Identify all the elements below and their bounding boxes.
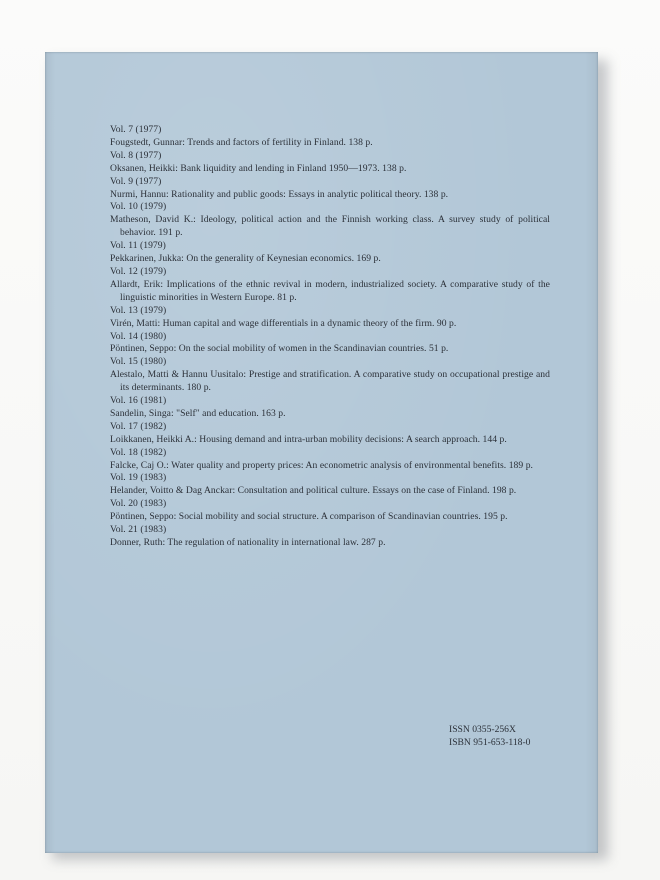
volume-citation: Helander, Voitto & Dag Anckar: Consultation and political culture. Essays on the case of Finland. 198 p. (110, 485, 517, 497)
volume-citation: Alestalo, Matti & Hannu Uusitalo: Prestige and stratification. A comparative study on occupational prestige and its determinants. 180 p. (110, 369, 550, 394)
volume-number: Vol. 7 (1977) (110, 124, 162, 135)
volume-citation: Pekkarinen, Jukka: On the generality of Keynesian economics. 169 p. (110, 253, 381, 265)
volume-entry (110, 331, 550, 357)
volume-number: Vol. 16 (1981) (110, 395, 167, 407)
volume-citation: Nurmi, Hannu: Rationality and public goods: Essays in analytic political theory. 138 p. (110, 188, 449, 200)
volume-number: Vol. 9 (1977) (110, 175, 162, 187)
volume-entry (110, 201, 550, 240)
volume-number: Vol. 14 (1980) (110, 330, 167, 342)
volume-citation: Donner, Ruth: The regulation of nationality in international law. 287 p. (110, 537, 386, 548)
volume-number: Vol. 13 (1979) (110, 304, 167, 316)
volume-number: Vol. 12 (1979) (110, 265, 167, 277)
issn-number: ISSN 0355-256X (449, 724, 516, 735)
volume-citation: Oksanen, Heikki: Bank liquidity and lending in Finland 1950—1973. 138 p. (110, 162, 407, 174)
volume-citation: Loikkanen, Heikki A.: Housing demand and intra-urban mobility decisions: A search approach. 144 p. (110, 433, 507, 445)
identifier-block (449, 724, 589, 749)
series-volume-list (110, 124, 550, 550)
volume-entry (110, 356, 550, 395)
isbn-number: ISBN 951-653-118-0 (449, 736, 531, 748)
volume-number: Vol. 15 (1980) (110, 356, 167, 368)
volume-entry (110, 124, 550, 150)
volume-number: Vol. 18 (1982) (110, 446, 167, 458)
volume-citation: Allardt, Erik: Implications of the ethnic revival in modern, industrialized society. A comparative study of the linguistic minorities in Western Europe. 81 p. (110, 278, 550, 303)
volume-number: Vol. 11 (1979) (110, 240, 166, 252)
volume-citation: Sandelin, Singa: "Self" and education. 163 p. (110, 407, 286, 419)
volume-citation: Matheson, David K.: Ideology, political action and the Finnish working class. A survey study of political behavior. 191 p. (110, 214, 550, 239)
volume-entry (110, 421, 550, 447)
volume-citation: Falcke, Caj O.: Water quality and property prices: An econometric analysis of environmental benefits. 189 p. (110, 459, 533, 471)
volume-entry (110, 524, 550, 550)
volume-citation: Pöntinen, Seppo: On the social mobility of women in the Scandinavian countries. 51 p. (110, 343, 449, 355)
volume-citation: Fougstedt, Gunnar: Trends and factors of fertility in Finland. 138 p. (110, 136, 373, 148)
volume-entry (110, 395, 550, 421)
volume-number: Vol. 10 (1979) (110, 201, 167, 213)
volume-entry (110, 305, 550, 331)
volume-entry (110, 498, 550, 524)
volume-number: Vol. 19 (1983) (110, 472, 167, 484)
volume-number: Vol. 21 (1983) (110, 524, 167, 536)
volume-entry (110, 240, 550, 266)
volume-entry (110, 150, 550, 176)
volume-number: Vol. 17 (1982) (110, 420, 167, 432)
volume-number: Vol. 20 (1983) (110, 498, 167, 510)
volume-citation: Pöntinen, Seppo: Social mobility and social structure. A comparison of Scandinavian countries. 195 p. (110, 511, 508, 523)
volume-number: Vol. 8 (1977) (110, 149, 162, 161)
volume-citation: Virén, Matti: Human capital and wage differentials in a dynamic theory of the firm. 90 p. (110, 317, 457, 329)
volume-entry (110, 176, 550, 202)
volume-entry (110, 472, 550, 498)
volume-entry (110, 266, 550, 305)
volume-entry (110, 447, 550, 473)
